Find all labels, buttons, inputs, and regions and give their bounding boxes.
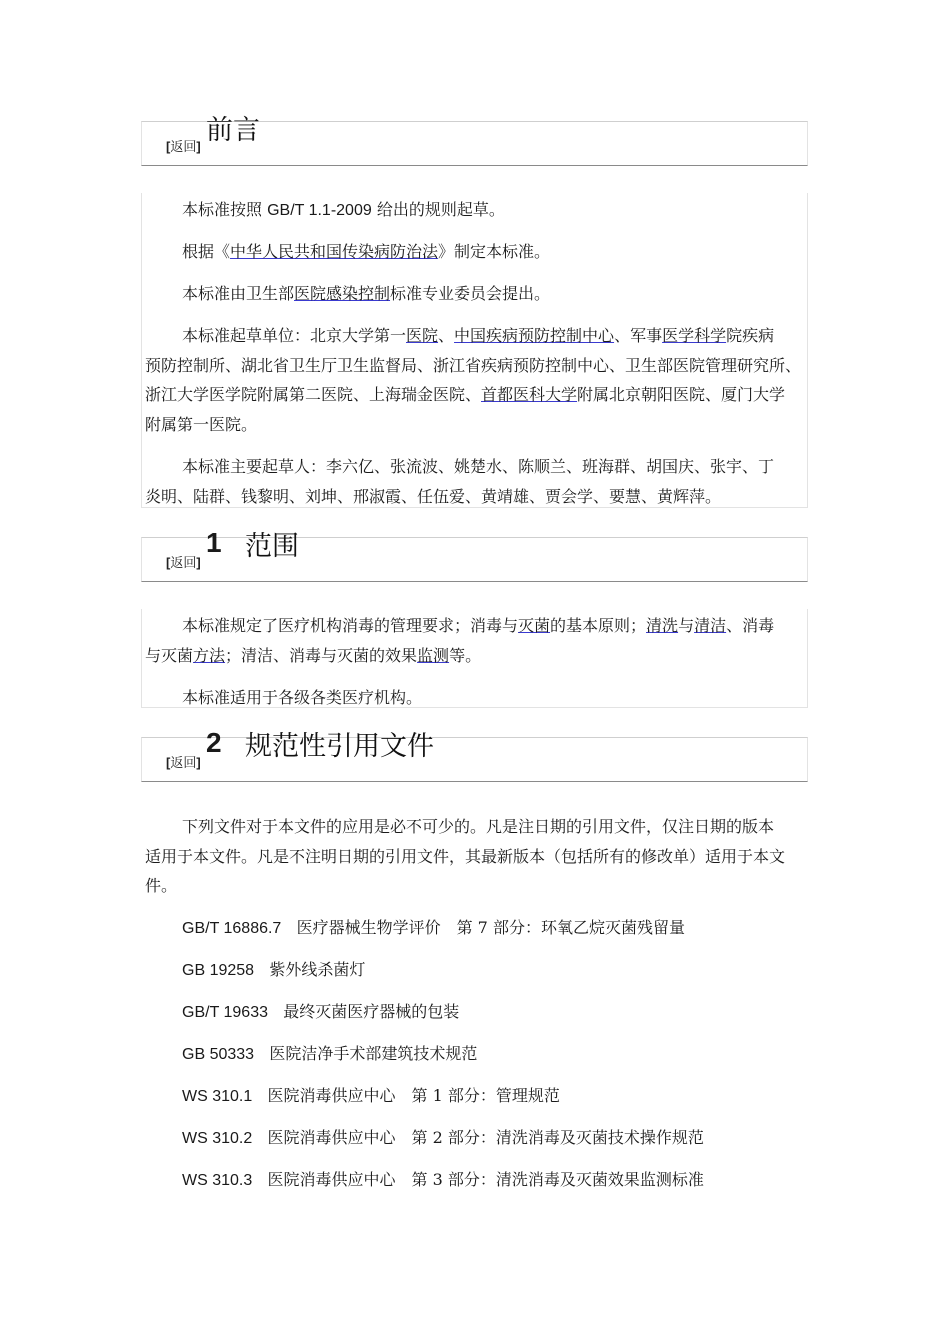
standard-name: 医院消毒供应中心 第 3 部分：清洗消毒及灭菌效果监测标准 (267, 1170, 704, 1189)
link-text: 医学科学 (662, 326, 727, 345)
text-span: 浙江大学医学院附属第二医院、上海瑞金医院、 (145, 385, 482, 404)
link-text: 首都医科大学 (481, 385, 578, 404)
term-link[interactable] (694, 616, 726, 635)
paragraph (182, 284, 550, 304)
standard-code: WS 310.3 (182, 1172, 253, 1189)
link-text: 监测 (417, 646, 450, 665)
term-link[interactable] (406, 326, 438, 345)
link-text: 医院感染控制 (294, 284, 391, 303)
text-span: 标准专业委员会提出。 (390, 284, 551, 303)
back-link[interactable]: [返回] (166, 555, 201, 571)
text-span: 给出的规则起草。 (371, 200, 505, 219)
back-link[interactable]: [返回] (166, 139, 201, 155)
section-number: 1 (206, 527, 222, 558)
text-span: 与灭菌 (145, 646, 194, 665)
paragraph-line: 本标准主要起草人：李六亿、张流波、姚楚水、陈顺兰、班海群、胡国庆、张宇、丁 (182, 457, 775, 476)
paragraph-line: 适用于本文件。凡是不注明日期的引用文件，其最新版本（包括所有的修改单）适用于本文 (145, 847, 786, 866)
back-label: 返回 (170, 556, 197, 571)
paragraph-line: 附属第一医院。 (145, 415, 258, 434)
back-label: 返回 (170, 140, 197, 155)
text-span: 、消毒 (726, 616, 775, 635)
paragraph-line (145, 385, 785, 405)
link-text: 方法 (193, 646, 226, 665)
text-span: 等。 (449, 646, 482, 665)
term-link[interactable] (662, 326, 726, 345)
text-span: 本标准由卫生部 (182, 284, 295, 303)
link-text: 医院 (406, 326, 439, 345)
preface-header (141, 115, 808, 166)
reference-item (182, 1170, 704, 1191)
paragraph (182, 242, 550, 262)
term-link[interactable] (518, 616, 550, 635)
standard-code: GB 19258 (182, 962, 255, 979)
text-span: 、 (438, 326, 455, 345)
standard-name: 医疗器械生物学评价 第 7 部分：环氧乙烷灭菌残留量 (296, 918, 685, 937)
standard-code: GB 50333 (182, 1046, 255, 1063)
link-text: 清洗 (646, 616, 679, 635)
back-link[interactable]: [返回] (166, 755, 201, 771)
standard-code: GB/T 1.1-2009 (267, 202, 372, 219)
refs-header (141, 727, 808, 782)
reference-item (182, 918, 685, 939)
section-title: 范围 (245, 531, 299, 562)
section-number: 2 (206, 727, 222, 758)
term-link[interactable] (417, 646, 449, 665)
text-span: ；清洁、消毒与灭菌的效果 (225, 646, 418, 665)
term-link[interactable] (454, 326, 614, 345)
reference-item (182, 1044, 477, 1065)
paragraph: 本标准适用于各级各类医疗机构。 (182, 688, 423, 707)
section-title: 规范性引用文件 (245, 731, 434, 762)
text-span: 、军事 (614, 326, 663, 345)
text-span: 本标准按照 (182, 200, 268, 219)
law-link[interactable] (230, 242, 438, 261)
paragraph-line: 炎明、陆群、钱黎明、刘坤、邢淑霞、任伍爱、黄靖雄、贾会学、要慧、黄辉萍。 (145, 487, 722, 506)
standard-name: 医院洁净手术部建筑技术规范 (269, 1044, 478, 1063)
text-span: 本标准起草单位：北京大学第一 (182, 326, 407, 345)
paragraph-line (182, 326, 774, 346)
reference-item (182, 1086, 560, 1107)
section-title: 前言 (206, 115, 260, 146)
reference-item (182, 960, 365, 981)
text-span: 与 (678, 616, 695, 635)
scope-header (141, 527, 808, 582)
standard-name: 紫外线杀菌灯 (269, 960, 366, 979)
standard-code: WS 310.1 (182, 1088, 253, 1105)
reference-item (182, 1128, 704, 1149)
paragraph-line: 预防控制所、湖北省卫生厅卫生监督局、浙江省疾病预防控制中心、卫生部医院管理研究所、 (145, 356, 802, 375)
standard-code: GB/T 16886.7 (182, 920, 282, 937)
text-span: 根据《 (182, 242, 231, 261)
text-span: 本标准规定了医疗机构消毒的管理要求；消毒与 (182, 616, 519, 635)
standard-code: WS 310.2 (182, 1130, 253, 1147)
standard-name: 最终灭菌医疗器械的包装 (283, 1002, 460, 1021)
text-span: 附属北京朝阳医院、厦门大学 (577, 385, 786, 404)
term-link[interactable] (294, 284, 390, 303)
term-link[interactable] (481, 385, 577, 404)
text-span: 》制定本标准。 (438, 242, 551, 261)
reference-item (182, 1002, 459, 1023)
link-text: 灭菌 (518, 616, 551, 635)
text-span: 的基本原则； (550, 616, 647, 635)
link-text: 清洁 (694, 616, 727, 635)
standard-code: GB/T 19633 (182, 1004, 268, 1021)
text-span: 院疾病 (726, 326, 775, 345)
term-link[interactable] (646, 616, 678, 635)
link-text: 中华人民共和国传染病防治法 (230, 242, 439, 261)
paragraph-line (145, 646, 481, 666)
paragraph-line: 件。 (145, 876, 178, 895)
standard-name: 医院消毒供应中心 第 2 部分：清洗消毒及灭菌技术操作规范 (267, 1128, 704, 1147)
term-link[interactable] (193, 646, 225, 665)
back-label: 返回 (170, 756, 197, 771)
paragraph-line (182, 616, 774, 636)
link-text: 中国疾病预防控制中心 (454, 326, 615, 345)
paragraph (182, 200, 505, 221)
standard-name: 医院消毒供应中心 第 1 部分：管理规范 (267, 1086, 560, 1105)
paragraph-line: 下列文件对于本文件的应用是必不可少的。凡是注日期的引用文件，仅注日期的版本 (182, 817, 775, 836)
